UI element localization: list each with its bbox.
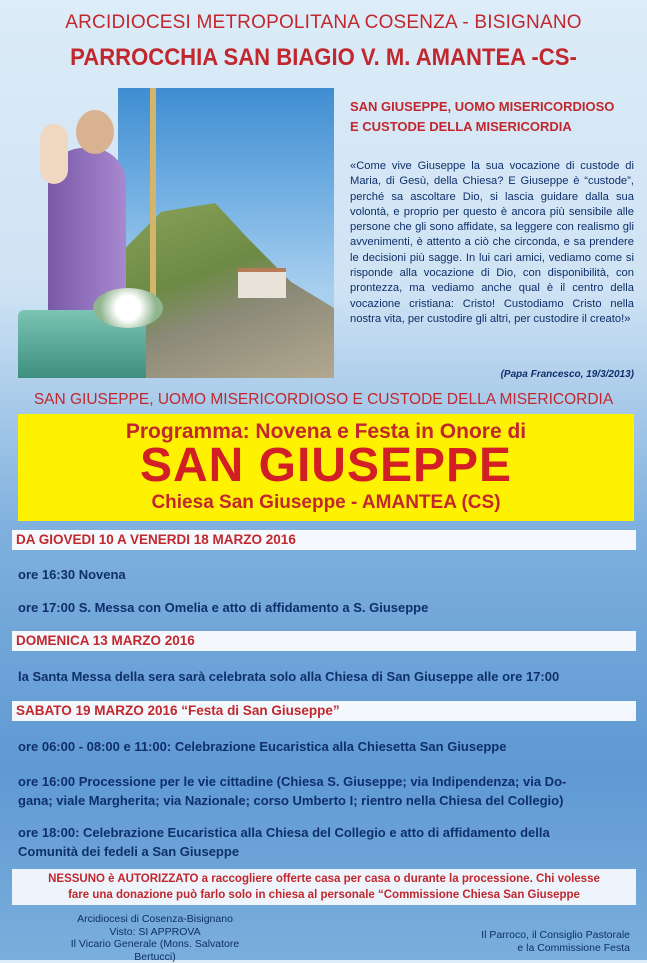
footer-left-line: Arcidiocesi di Cosenza-Bisignano [77,913,233,925]
statue-staff [150,88,156,308]
side-title-line2: E CUSTODE DELLA MISERICORDIA [350,119,572,134]
schedule-item-line: ore 18:00: Celebrazione Eucaristica alla Chiesa del Collegio e atto di affidamento della [18,825,550,840]
notice-line: NESSUNO è AUTORIZZATO a raccogliere offerte casa per casa o durante la processione. Chi volesse [48,873,600,885]
program-location: Chiesa San Giuseppe - AMANTEA (CS) [151,492,501,513]
section-title-sunday: DOMENICA 13 MARZO 2016 [12,631,636,651]
program-title: SAN GIUSEPPE [139,439,513,492]
statue-photo [18,88,210,378]
schedule-item [18,823,630,861]
schedule-item [18,772,630,810]
schedule-item-line: ore 16:00 Processione per le vie cittadine (Chiesa S. Giuseppe; via Indipendenza; via Do- [18,774,567,789]
section-title-novena: DA GIOVEDI 10 A VENERDI 18 MARZO 2016 [12,530,636,550]
section-title-feast: SABATO 19 MARZO 2016 “Festa di San Giuseppe” [12,701,636,721]
chapel-illustration [238,268,286,298]
schedule-item: ore 06:00 - 08:00 e 11:00: Celebrazione Eucaristica alla Chiesetta San Giuseppe [18,739,507,754]
notice-line: fare una donazione può farlo solo in chiesa al personale “Commissione Chiesa San Giuseppe [68,889,580,901]
header-diocese: ARCIDIOCESI METROPOLITANA COSENZA - BISIGNANO [65,12,582,33]
footer-right-line: Il Parroco, il Consiglio Pastorale [481,929,630,941]
side-title [350,97,630,137]
schedule-item: ore 16:30 Novena [18,567,126,582]
footer-left [50,913,260,963]
footer-right [440,929,630,954]
side-title-line1: SAN GIUSEPPE, UOMO MISERICORDIOSO [350,99,615,114]
donation-notice [12,869,636,905]
flower-decoration [93,288,163,328]
statue-child [40,124,68,184]
footer-left-line: Il Vicario Generale (Mons. Salvatore Bertucci) [70,938,240,963]
footer-left-line: Visto: SI APPROVA [109,925,201,938]
quote-citation: (Papa Francesco, 19/3/2013) [500,369,634,380]
footer-right-line: e la Commissione Festa [517,941,630,954]
header-parish: PARROCCHIA SAN BIAGIO V. M. AMANTEA -CS- [70,44,577,71]
schedule-item: la Santa Messa della sera sarà celebrata solo alla Chiesa di San Giuseppe alle ore 17:00 [18,669,560,684]
schedule-item-line: gana; viale Margherita; via Nazionale; corso Umberto I; rientro nella Chiesa del Collegio) [18,793,564,808]
pope-quote: «Come vive Giuseppe la sua vocazione di custode di Maria, di Gesù, della Chiesa? E Giuseppe è “custode”, perché sa ascoltare Dio, si lascia guidare dalla sua volontà, e proprio per questo è ancora più sensibile alle persone che gli sono affidate, sa leggere con realismo gli avvenimenti, è attento a ciò che circonda, e sa prendere le decisioni più sagge. In lui cari amici, vediamo come si risponde alla vocazione di Dio, con disponibilità, con prontezza, ma vediamo anche qual è il centro della vocazione cristiana: Cristo! Custodiamo Cristo nella nostra vita, per custodire gli altri, per custodire il creato!» [350,160,634,325]
schedule-item-line: Comunità dei fedeli a San Giuseppe [18,844,240,859]
statue-head [76,110,114,154]
schedule-item: ore 17:00 S. Messa con Omelia e atto di affidamento a S. Giuseppe [18,600,429,615]
program-line1: Programma: Novena e Festa in Onore di [125,420,527,443]
banner-text: SAN GIUSEPPE, UOMO MISERICORDIOSO E CUSTODE DELLA MISERICORDIA [33,391,614,408]
